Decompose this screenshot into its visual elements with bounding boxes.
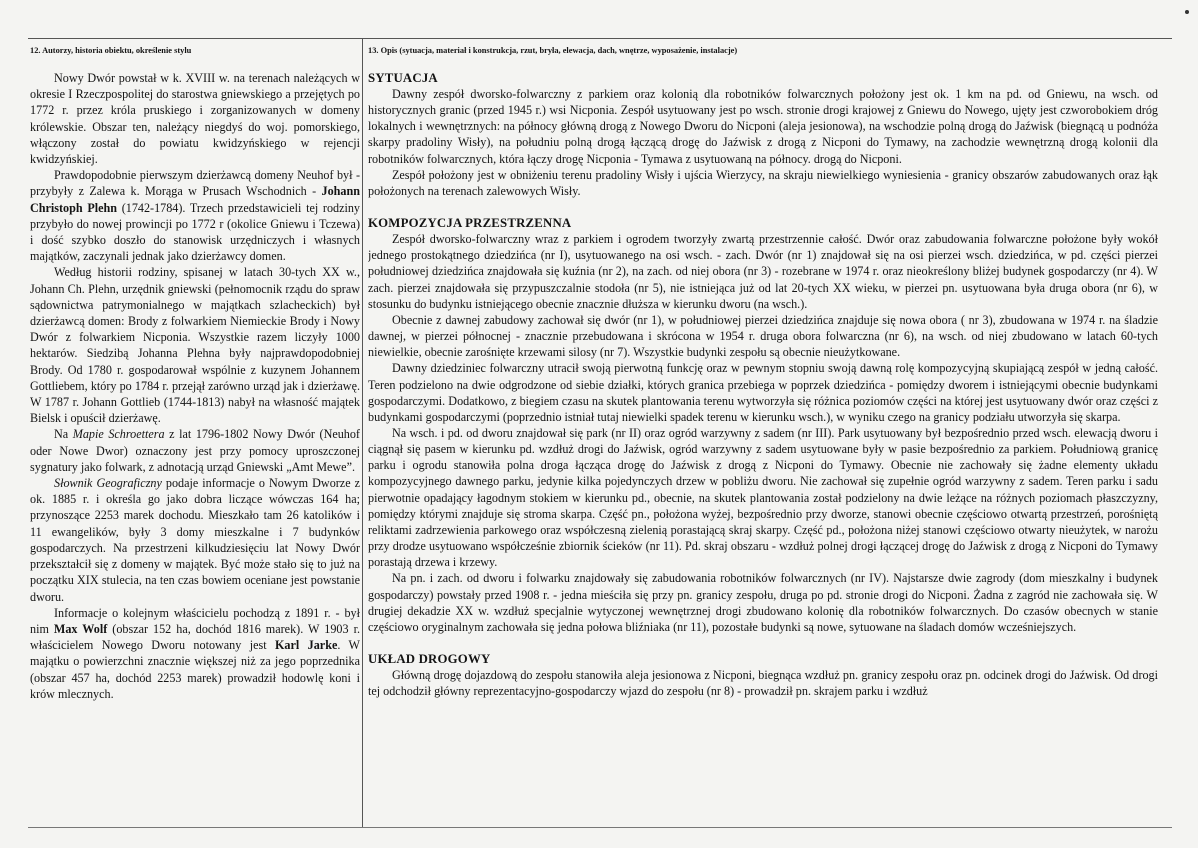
description-paragraph: Na pn. i zach. od dworu i folwarku znajdowały się zabudowania robotników folwarcznych (nr IV). Najstarsze dwie zagrody (dom mieszkalny i budynek gospodarczy) powstały przed 1908 r. - jedna mieściła się przy pn. granicy zespołu, druga po pd. stronie drogi do Nicponi. Żadna z zagród nie zachowała się. W drugiej dekadzie XX w. wzdłuż specjalnie wytyczonej wewnętrznej drogi zbudowano kolonię dla robotników folwarcznych. Do czasów obecnych w stanie częściowo oryginalnym zachowała się jedna połowa bliźniaka (nr 11), pozostałe budynki są nowe, sytuowane na śladach domów wcześniejszych. [368,571,1158,634]
section-12-header: 12. Autorzy, historia obiektu, określenie stylu [30,46,192,55]
person-name: Johann Christoph Plehn [30,184,360,215]
history-column [30,70,360,830]
heading-uklad-drogowy: UKŁAD DROGOWY [368,652,491,666]
description-paragraph: Obecnie z dawnej zabudowy zachował się dwór (nr 1), w południowej pierzei dziedzińca znajduje się nowa obora ( nr 3), zbudowana w 1974 r. na śladzie dawnej, w pierzei północnej - znacznie przebudowana i skrócona w 1954 r. druga obora folwarczna (nr 6), na wsch. od niej zbudowano w latach 60-tych niewielkie, obecnie zarośnięte krzewami silosy (nr 7). Wszystkie budynki zespołu są obecnie nieużytkowane. [368,312,1158,360]
column-divider [362,38,363,828]
description-column [368,70,1158,830]
description-paragraph: Główną drogę dojazdową do zespołu stanowiła aleja jesionowa z Nicponi, biegnąca wzdłuż pn. granicy zespołu oraz pn. odcinek drogi do Jaźwisk. Od drogi tej odchodził główny reprezentacyjno-gospodarczy wjazd do zespołu (nr 8) - prowadził pn. skrajem parku i wzdłuż [368,668,1158,699]
description-paragraph: Na wsch. i pd. od dworu znajdował się park (nr II) oraz ogród warzywny z sadem (nr III). Park usytuowany był bezpośrednio przed wsch. elewacją dworu i ciągnął się pasem w kierunku pd. wzdłuż drogi do Jaźwisk, ogród warzywny z sadem usytuowane były w pasie bezpośrednio za parkiem. Południową granicę parku i ogrodu stanowiła polna droga łącząca drogę do Jaźwisk z drogą z Nicponi do Tymawy. Obecnie nie zachowały się żadne elementy układu kompozycyjnego dawnego parku, jedynie kilka pojedynczych drzew w pobliżu dworu. Nie zachował się zupełnie ogród warzywny z sadem. Teren parku i sadu pierwotnie opadający łagodnym stokiem w kierunku pd., obecnie, na skutek plantowania został podzielony na dwie leżące na różnych poziomach płaszczyzny, pomiędzy którymi znajduje się stroma skarpa. Część pn., położona wyżej, bezpośrednio przy dworze, stanowi obecnie częściowo otwartą przestrzeń, porośniętą reliktami zadrzewienia parkowego oraz współczesną zielenią porastającą skraj skarpy. Część pd., położona niżej stanowi częściowo otwarty nieużytek, w narożu przy drodze usytuowano współcześnie zbiornik ścieków (nr 11). Pd. skraj obszaru - wzdłuż polnej drogi łączącej drogę do Jaźwisk z drogą z Nicponi do Tymawy porastają drzewa i krzewy. [368,425,1158,570]
history-paragraph: Informacje o kolejnym właścicielu pochodzą z 1891 r. - był nim Max Wolf (obszar 152 ha, dochód 1816 marek). W 1903 r. właścicielem Nowego Dworu notowany jest Karl Jarke. W majątku o powierzchni znacznie większej niż za jego poprzednika (obszar 457 ha, dochód 2253 marek) prowadził hodowlę koni i krów mlecznych. [30,605,360,701]
history-paragraph: Słownik Geograficzny podaje informacje o Nowym Dworze z ok. 1885 r. i określa go jako dobra liczące wówczas 164 ha; przynoszące 2253 marek dochodu. Mieszkało tam 26 katolików i 11 ewangelików, były 3 domy mieszkalne i 7 budynków gospodarczych. Na przestrzeni kilkudziesięciu lat Nowy Dwór przekształcił się z domeny w majątek. Być może stało się to już na początku XIX stulecia, na ten czas bowiem oceniane jest powstanie dworu. [30,476,360,604]
section-13-header: 13. Opis (sytuacja, materiał i konstrukcja, rzut, bryła, elewacja, dach, wnętrze, wyposażenie, instalacje) [368,46,738,55]
history-paragraph: Prawdopodobnie pierwszym dzierżawcą domeny Neuhof był - przybyły z Zalewa k. Morąga w Prusach Wschodnich - Johann Christoph Plehn (1742-1784). Trzech przedstawicieli tej rodziny przybyło do nowej prowincji po 1772 r (okolice Gniewu i Tczewa) i dość szybko doszło do stanowisk urzędniczych i własnych majątków, zaczynali jednak jako dzierżawcy domen. [30,168,360,264]
heading-sytuacja: SYTUACJA [368,71,438,85]
person-name: Karl Jarke [274,638,338,653]
description-paragraph: Dawny zespół dworsko-folwarczny z parkiem oraz kolonią dla robotników folwarcznych położony jest ok. 1 km na pd. od Gniewu, na wsch. od historycznych granic (przed 1945 r.) wsi Nicponia. Zespół usytuowany jest po wsch. stronie drogi krajowej z Gniewu do Nowego, ujęty jest czworobokiem dróg lokalnych i wewnętrznych: na północy główną drogą z Nowego Dworu do Nicponi (aleja jesionowa), na wschodzie polną drogą do Jaźwisk (biegnącą u podnóża skarpy pradoliny Wisły), na południu polną drogą łączącą drogę do Jaźwisk z drogą z Nicponi do Tymawy, na zachodzie wewnętrzną drogą kolonii dla robotników folwarcznych, która łączy drogę Nicponia - Tymawa z usytuowaną na północy. drogą do Nicponi. [368,87,1158,166]
history-paragraph: Nowy Dwór powstał w k. XVIII w. na terenach należących w okresie I Rzeczpospolitej do starostwa gniewskiego a przejętych po 1772 r. przez króla pruskiego i zorganizowanych w domeny królewskie. Obszar ten, należący niegdyś do woj. pomorskiego, włączony został do powiatu kwidzyńskiego w rejencji kwidzyńskiej. [30,71,360,167]
description-paragraph: Dawny dziedziniec folwarczny utracił swoją pierwotną funkcję oraz w pewnym stopniu swoją dawną rolę kompozycyjną skupiającą zespół w jedną całość. Teren podzielono na dwie odgrodzone od siebie działki, których granica przebiega w poprzek dziedzińca - pomiędzy dworem i istniejącymi obecnie budynkami gospodarczymi. Dodatkowo, z biegiem czasu na skutek plantowania terenu wytworzyła się różnica poziomów części na której jest usytuowany dwór oraz części z budynkami gospodarczymi (poprzednio istniał tutaj niewielki spadek terenu w kierunku wsch.), w wyniku czego na granicy podziału utworzyła się skarpa. [368,361,1158,424]
source-title: Mapie Schroettera [72,427,165,442]
description-paragraph: Zespół dworsko-folwarczny wraz z parkiem i ogrodem tworzyły zwartą przestrzennie całość. Dwór oraz zabudowania folwarczne położone były wokół jednego prostokątnego dziedzińca (nr I), usytuowanego na osi wsch. - zach. Dwór (nr 1) znajdował się na osi pierzei wsch. dziedzińca, w pd. części pierzei południowej dziedzińca znajdowała się kuźnia (nr 2), na zach. od niej obora (nr 3) - rozebrane w 1974 r. oraz nieokreślony bliżej budynek gospodarczy (nr 4). W zach. pierzei znajdowała się przypuszczalnie stodoła (nr 5), nie istniejąca już od lat 20-tych XX wieku, w pierzei pn. usytuowana była druga obora (nr 6), w stosunku do budynku istniejącego obecnie znacznie dłuższa w kierunku dworu (na wsch.). [368,232,1158,311]
history-paragraph: Według historii rodziny, spisanej w latach 30-tych XX w., Johann Ch. Plehn, urzędnik gniewski (pełnomocnik rządu do spraw sądownictwa patrymonialnego w majątkach szlacheckich) był dzierżawcą domen: Brody z folwarkiem Niemieckie Brody i Nowy Dwór z folwarkiem Nicponia. Wszystkie razem liczyły 1000 hektarów. Siedzibą Johanna Plehna były najprawdopodobniej Brody. Od 1780 r. gospodarował wspólnie z kuzynem Johannem Gottliebem, który po 1784 r. przejął zarówno urząd jak i dzierżawę. W 1787 r. Johann Gottlieb (1744-1813) nabył na własność majątek Bielsk i opuścił dzierżawę. [30,265,360,426]
source-title: Słownik Geograficzny [54,476,162,491]
description-paragraph: Zespół położony jest w obniżeniu terenu pradoliny Wisły i ujścia Wierzycy, na skraju niewielkiego wyniesienia - granicy obszarów zabudowanych oraz łąk położonych na terenach zalewowych Wisły. [368,167,1158,198]
history-paragraph: Na Mapie Schroettera z lat 1796-1802 Nowy Dwór (Neuhof oder Nowe Dwor) oznaczony jest przy pomocy uproszczonej sygnatury jako folwark, z adnotacją urząd Gniewski „Amt Mewe”. [30,427,360,474]
top-rule [28,38,1172,39]
scan-speck [1185,10,1189,14]
person-name: Max Wolf [53,621,108,636]
heading-kompozycja: KOMPOZYCJA PRZESTRZENNA [368,216,572,231]
